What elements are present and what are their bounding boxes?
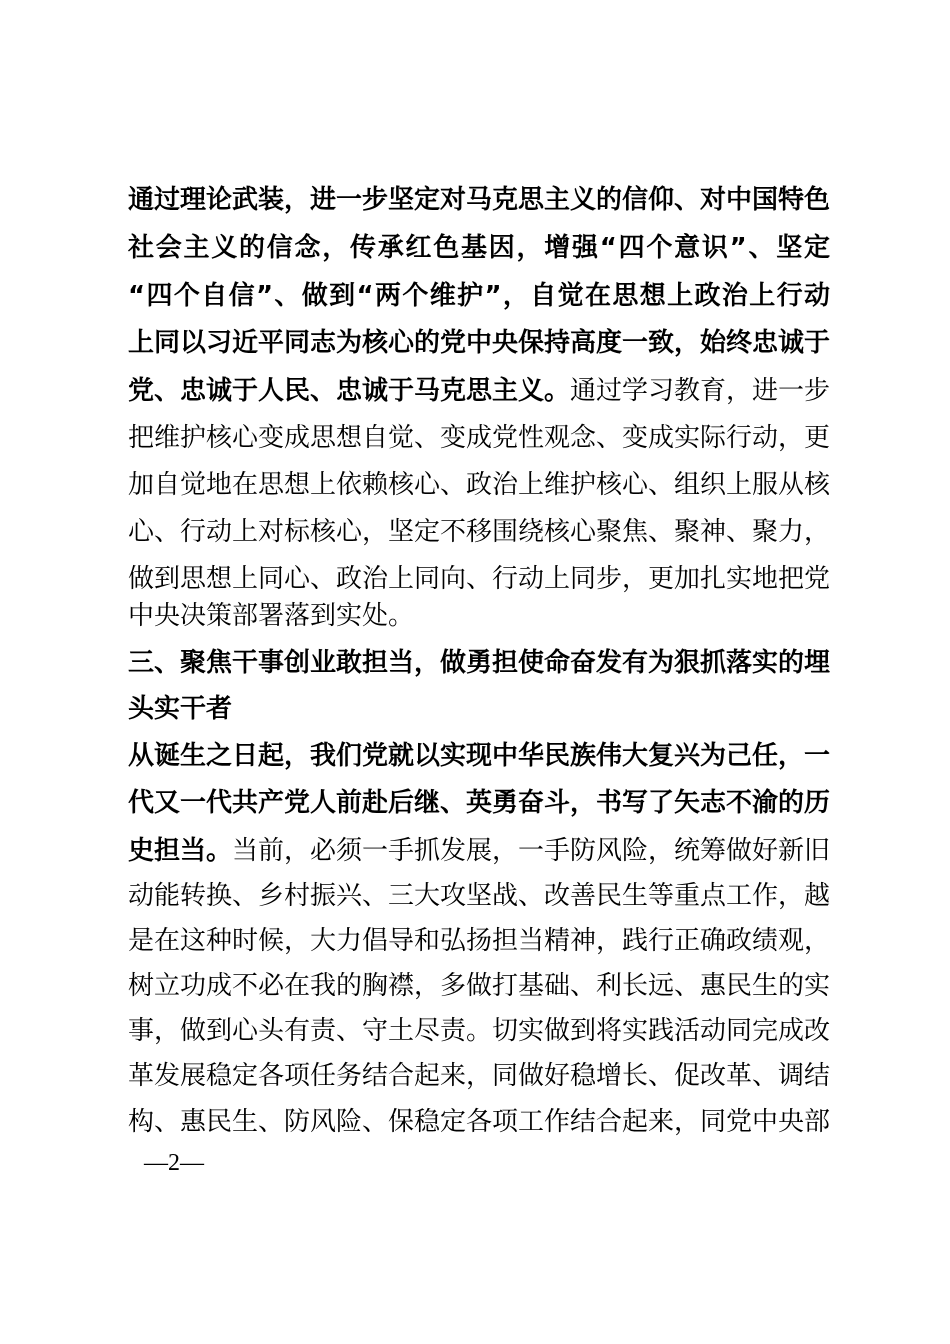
normal-text: 树立功成不必在我的胸襟，多做打基础、利长远、惠民生的实	[128, 971, 831, 1001]
text-line	[128, 422, 830, 454]
normal-text: 把维护核心变成思想自觉、变成党性观念、变成实际行动，更	[128, 423, 831, 453]
text-line	[128, 1060, 830, 1092]
bold-text: 上同以习近平同志为核心的党中央保持高度一致，始终忠诚于	[128, 328, 831, 358]
text-line	[128, 563, 830, 595]
text-line	[128, 1106, 830, 1138]
text-line	[128, 375, 830, 407]
bold-text: 代又一代共产党人前赴后继、英勇奋斗，书写了矢志不渝的历	[128, 788, 831, 818]
text-line	[128, 600, 830, 632]
text-line	[128, 184, 830, 216]
text-line	[128, 516, 830, 548]
normal-text: 通过学习教育，进一步	[570, 376, 831, 406]
normal-text: 构、惠民生、防风险、保稳定各项工作结合起来，同党中央部	[128, 1107, 831, 1137]
normal-text: 当前，必须一手抓发展，一手防风险，统筹做好新旧	[232, 836, 831, 866]
text-line	[128, 327, 830, 359]
text-line	[128, 280, 830, 312]
normal-text: 中央决策部署落到实处。	[128, 601, 415, 631]
bold-text: 头实干者	[128, 694, 233, 724]
bold-text: “四个自信”、做到“两个维护”，自觉在思想上政治上行动	[128, 281, 830, 311]
section-heading-line	[128, 693, 830, 725]
normal-text: 做到思想上同心、政治上同向、行动上同步，更加扎实地把党	[128, 564, 831, 594]
text-line	[128, 880, 830, 912]
normal-text: 是在这种时候，大力倡导和弘扬担当精神，践行正确政绩观，	[128, 926, 831, 956]
bold-text: 党、忠诚于人民、忠诚于马克思主义。	[128, 376, 571, 406]
normal-text: 革发展稳定各项任务结合起来，同做好稳增长、促改革、调结	[128, 1061, 831, 1091]
text-line	[128, 740, 830, 772]
text-line	[128, 232, 830, 264]
normal-text: 事，做到心头有责、守土尽责。切实做到将实践活动同完成改	[128, 1016, 831, 1046]
normal-text: 加自觉地在思想上依赖核心、政治上维护核心、组织上服从核	[128, 470, 831, 500]
bold-text: 史担当。	[128, 836, 233, 866]
text-line	[128, 925, 830, 957]
text-line	[128, 1015, 830, 1047]
normal-text: 心、行动上对标核心，坚定不移围绕核心聚焦、聚神、聚力，	[128, 517, 831, 547]
text-line	[128, 970, 830, 1002]
bold-text: 社会主义的信念，传承红色基因，增强“四个意识”、坚定	[128, 233, 830, 263]
section-heading-line	[128, 647, 830, 679]
text-line	[128, 469, 830, 501]
bold-text: 通过理论武装，进一步坚定对马克思主义的信仰、对中国特色	[128, 185, 831, 215]
text-line	[128, 787, 830, 819]
bold-text: 三、聚焦干事创业敢担当，做勇担使命奋发有为狠抓落实的埋	[128, 648, 831, 678]
text-line	[128, 835, 830, 867]
page-number: —2—	[144, 1150, 204, 1176]
bold-text: 从诞生之日起，我们党就以实现中华民族伟大复兴为己任，一	[128, 741, 831, 771]
normal-text: 动能转换、乡村振兴、三大攻坚战、改善民生等重点工作，越	[128, 881, 831, 911]
